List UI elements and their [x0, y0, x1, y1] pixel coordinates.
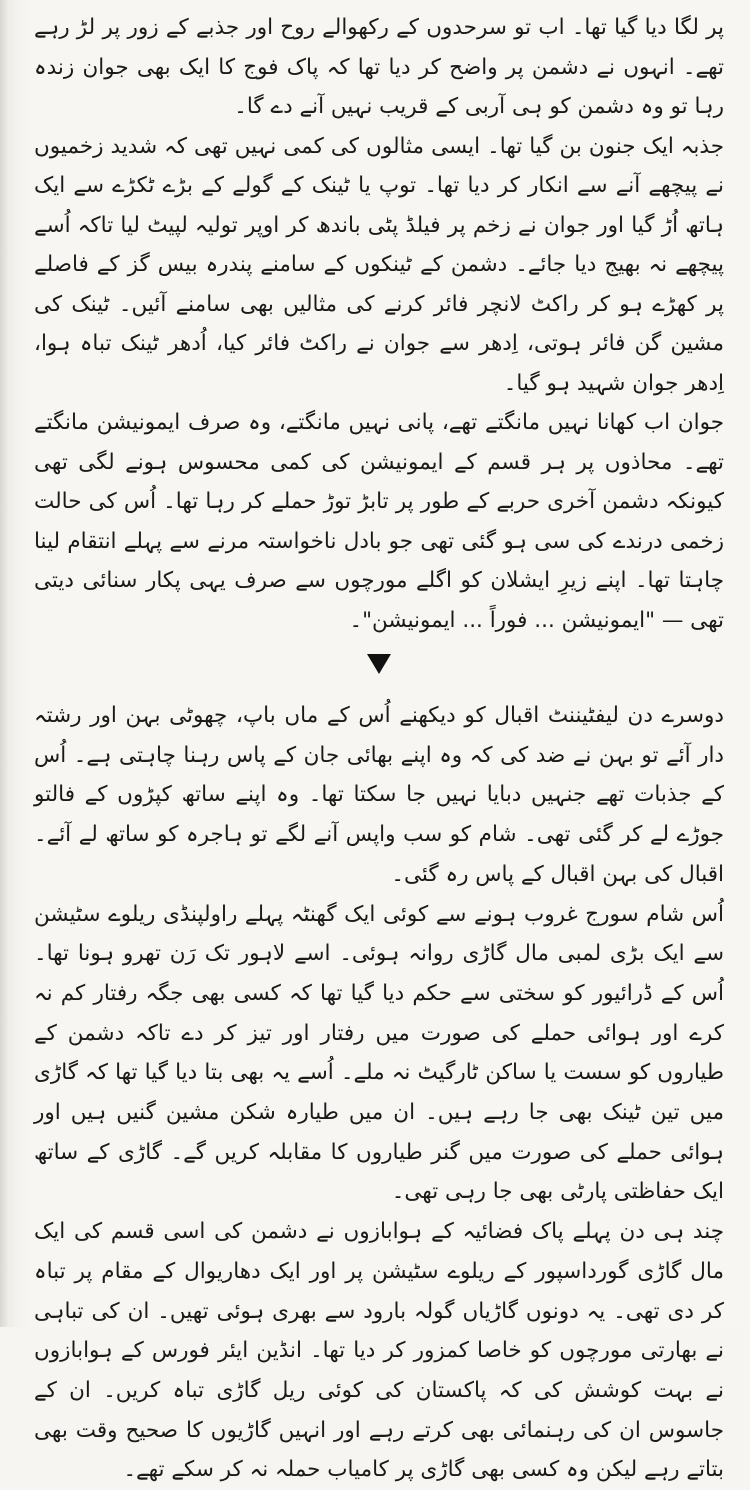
section-separator	[34, 642, 724, 686]
paragraph: پر لگا دیا گیا تھا۔ اب تو سرحدوں کے رکھوالے روح اور جذبے کے زور پر لڑ رہے تھے۔ انہوں نے دشمن پر واضح کر دیا تھا کہ پاک فوج کا ایک بھی جوان زندہ رہا تو وہ دشمن کو ہی آربی کے قریب نہیں آنے دے گا۔	[34, 15, 724, 119]
paragraph: جذبہ ایک جنون بن گیا تھا۔ ایسی مثالوں کی کمی نہیں تھی کہ شدید زخمیوں نے پیچھے آنے سے انکار کر دیا تھا۔ توپ یا ٹینک کے گولے کے بڑے ٹکڑے سے ایک ہاتھ اُڑ گیا اور جوان نے زخم پر فیلڈ پٹی باندھ کر اوپر تولیہ لپیٹ لیا تاکہ اُسے پیچھے نہ بھیج دیا جائے۔ دشمن کے ٹینکوں کے سامنے پندرہ بیس گز کے فاصلے پر کھڑے ہو کر راکٹ لانچر فائر کرنے کی مثالیں بھی سامنے آئیں۔ ٹینک کی مشین گن فائر ہوتی، اِدھر سے جوان نے راکٹ فائر کیا، اُدھر ٹینک تباہ ہوا، اِدھر جوان شہید ہو گیا۔	[34, 133, 724, 396]
page-binding-edge	[0, 0, 10, 1327]
paragraph: دوسرے دن لیفٹیننٹ اقبال کو دیکھنے اُس کے ماں باپ، چھوٹی بہن اور رشتہ دار آئے تو بہن نے ضد کی کہ وہ اپنے بھائی جان کے پاس رہنا چاہتی ہے۔ اُس کے جذبات تھے جنہیں دبایا نہیں جا سکتا تھا۔ وہ اپنے ساتھ کپڑوں کے فالتو جوڑے لے کر گئی تھی۔ شام کو سب واپس آنے لگے تو ہاجرہ کو ساتھ لے آئے۔ اقبال کی بہن اقبال کے پاس رہ گئی۔	[34, 703, 724, 887]
paragraph: جوان اب کھانا نہیں مانگتے تھے، پانی نہیں مانگتے، وہ صرف ایمونیشن مانگتے تھے۔ محاذوں پر ہر قسم کے ایمونیشن کی کمی محسوس ہونے لگی تھی کیونکہ دشمن آخری حربے کے طور پر تابڑ توڑ حملے کر رہا تھا۔ اُس کی حالت زخمی درندے کی سی ہو گئی تھی جو بادل ناخواستہ مرنے سے پہلے انتقام لینا چاہتا تھا۔ اپنے زیرِ ایشلان کو اگلے مورچوں سے صرف یہی پکار سنائی دیتی تھی — "ایمونیشن ... فوراً ... ایمونیشن"۔	[34, 410, 724, 633]
section-top	[34, 8, 724, 640]
triangle-down-icon	[366, 653, 392, 675]
section-bottom	[34, 696, 724, 1490]
paragraph: چند ہی دن پہلے پاک فضائیہ کے ہوابازوں نے دشمن کی اسی قسم کی ایک مال گاڑی گورداسپور کے ریلوے سٹیشن پر اور ایک دھاریوال کے مقام پر تباہ کر دی تھی۔ یہ دونوں گاڑیاں گولہ بارود سے بھری ہوئی تھیں۔ ان کی تباہی نے بھارتی مورچوں کو خاصا کمزور کر دیا تھا۔ انڈین ایئر فورس کے ہوابازوں نے بہت کوشش کی کہ پاکستان کی کوئی ریل گاڑی تباہ کریں۔ ان کے جاسوس ان کی رہنمائی بھی کرتے رہے اور انہیں گاڑیوں کا صحیح وقت بھی بتاتے رہے لیکن وہ کسی بھی گاڑی پر کامیاب حملہ نہ کر سکے تھے۔	[34, 1219, 724, 1483]
paragraph: اُس شام سورج غروب ہونے سے کوئی ایک گھنٹہ پہلے راولپنڈی ریلوے سٹیشن سے ایک بڑی لمبی مال گاڑی روانہ ہوئی۔ اسے لاہور تک رَن تھرو ہونا تھا۔ اُس کے ڈرائیور کو سختی سے حکم دیا گیا تھا کہ کسی بھی جگہ رفتار کم نہ کرے اور ہوائی حملے کی صورت میں رفتار اور تیز کر دے تاکہ دشمن کے طیاروں کو سست یا ساکن ٹارگیٹ نہ ملے۔ اُسے یہ بھی بتا دیا گیا تھا کہ گاڑی میں تین ٹینک بھی جا رہے ہیں۔ ان میں طیارہ شکن مشین گنیں ہیں اور ہوائی حملے کی صورت میں گنر طیاروں کا مقابلہ کریں گے۔ گاڑی کے ساتھ ایک حفاظتی پارٹی بھی جا رہی تھی۔	[34, 901, 724, 1205]
